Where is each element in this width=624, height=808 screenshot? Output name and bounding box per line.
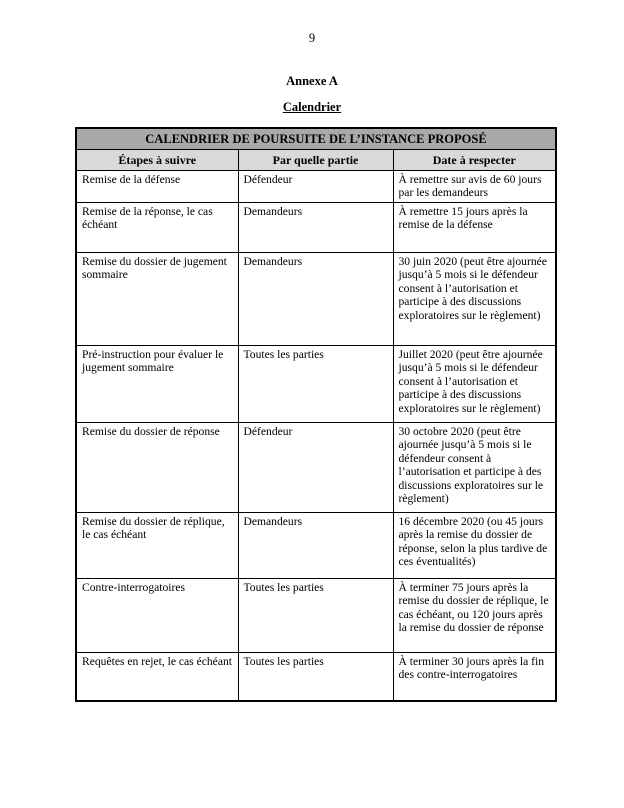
step-cell: Remise du dossier de réponse xyxy=(76,423,238,513)
party-cell: Toutes les parties xyxy=(238,653,393,701)
date-cell: À remettre sur avis de 60 jours par les demandeurs xyxy=(393,171,556,203)
step-cell: Remise de la réponse, le cas échéant xyxy=(76,203,238,253)
column-header-steps: Étapes à suivre xyxy=(76,150,238,171)
party-cell: Toutes les parties xyxy=(238,579,393,653)
date-cell: Juillet 2020 (peut être ajournée jusqu’à 5 mois si le défendeur consent à l’autorisation et participe à des discussions exploratoires sur le règlement) xyxy=(393,346,556,423)
party-cell: Demandeurs xyxy=(238,253,393,346)
step-cell: Requêtes en rejet, le cas échéant xyxy=(76,653,238,701)
step-cell: Remise du dossier de jugement sommaire xyxy=(76,253,238,346)
party-cell: Demandeurs xyxy=(238,203,393,253)
calendrier-heading: Calendrier xyxy=(282,100,342,114)
date-cell: 30 octobre 2020 (peut être ajournée jusqu’à 5 mois si le défendeur consent à l’autorisation et participe à des discussions exploratoires sur le règlement) xyxy=(393,423,556,513)
table-row xyxy=(76,203,556,253)
column-header-party: Par quelle partie xyxy=(238,150,393,171)
table-row xyxy=(76,579,556,653)
date-cell: À terminer 30 jours après la fin des contre-interrogatoires xyxy=(393,653,556,701)
date-cell: 30 juin 2020 (peut être ajournée jusqu’à 5 mois si le défendeur consent à l’autorisation et participe à des discussions exploratoires sur le règlement) xyxy=(393,253,556,346)
table-row xyxy=(76,653,556,701)
date-cell: À remettre 15 jours après la remise de la défense xyxy=(393,203,556,253)
table-row xyxy=(76,513,556,579)
party-cell: Défendeur xyxy=(238,423,393,513)
column-header-date: Date à respecter xyxy=(393,150,556,171)
page-number: 9 xyxy=(308,31,316,45)
step-cell: Remise de la défense xyxy=(76,171,238,203)
step-cell: Remise du dossier de réplique, le cas échéant xyxy=(76,513,238,579)
party-cell: Défendeur xyxy=(238,171,393,203)
table-row xyxy=(76,423,556,513)
annexe-heading: Annexe A xyxy=(286,74,338,88)
date-cell: 16 décembre 2020 (ou 45 jours après la remise du dossier de réponse, selon la plus tardive de ces éventualités) xyxy=(393,513,556,579)
schedule-table xyxy=(75,127,557,702)
table-row xyxy=(76,253,556,346)
table-row xyxy=(76,346,556,423)
party-cell: Demandeurs xyxy=(238,513,393,579)
table-title: CALENDRIER DE POURSUITE DE L’INSTANCE PROPOSÉ xyxy=(76,128,556,150)
step-cell: Pré-instruction pour évaluer le jugement sommaire xyxy=(76,346,238,423)
step-cell: Contre-interrogatoires xyxy=(76,579,238,653)
column-header-row xyxy=(76,150,556,171)
table-row xyxy=(76,171,556,203)
table-title-row xyxy=(76,128,556,150)
party-cell: Toutes les parties xyxy=(238,346,393,423)
date-cell: À terminer 75 jours après la remise du dossier de réplique, le cas échéant, ou 120 jours après la remise du dossier de réponse xyxy=(393,579,556,653)
